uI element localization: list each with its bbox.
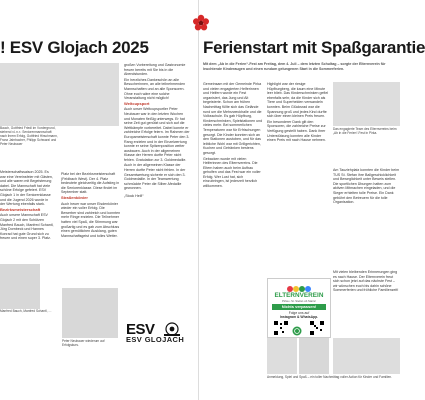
right-page-title: Ferienstart mit Spaßgarantie [203,38,425,57]
right-col3-text2 [333,270,400,334]
left-col2-body: Auch heuer war unser Eisdenkönier wieder ein voller Erfolg. Die Bewerber sind zahlreich und konnten mehr Ringe erzielen. Die Teilnehmer hatten viel Spaß, die Stimmung war großartig und es gab zum Abschluss einen gemütlichen Ausklang, guten Mannschaftsgeist und tolles Wetter. [61,201,121,238]
trophy-photo [0,264,40,309]
left-col1-body: Auch unsere Mannschaft ESV Glojach 2 mit den Schützen Manfred Bauch, Manfred Schantl, Jörg Dornbeck und Hannes Konrad hat gute Grund sich zu freuen und einen super 3. Platz. [0,213,54,241]
esv-glojach-logo [124,320,186,344]
elternverein-ad [267,278,331,338]
ad-brand: ELTERNVEREIN [274,292,324,299]
left-col3-body: Auch unser Weltcupsportler Peter Neubauer war in den letzten Wochen und Monaten fleißig unterwegs. Er hat seine Zeit gut genützt und sich auf die Wettkämpfe vorbereitet. Dabei konnte er zahlreiche Erfolge feiern. Im Rahmen der Europameisterschaft konnte Peter den 3. Rang erzielen und in der Einzelwertung konnte er seine Spitzenposition weiter ausbauen. Auch in der allgemeinen Klasse der Herren durfte Peter nicht fehlen. Gratulation zur 3. Goldmedaille. [124,107,190,162]
left-col2-subheading: Straßenkönier [61,194,88,200]
left-closing: „Stock Heil!“ [124,194,144,199]
whatsapp-icon [292,323,302,333]
logo-wordmark: ESV GLOJACH [126,335,185,344]
right-col3-body2: Mit vielen bleibenden Erinnerungen ging es nach Hause. Der Elternverein freut sich schon jetzt auf das nächste Fest – wir wünschen euch bis dahin schöne Sommerferien und fröhliche Familienzeit! [333,270,399,293]
qr-code-icon [274,321,288,335]
left-col1-caption: Manfred Bauch, Manfred Schantl, … [0,309,52,313]
left-col1-text [0,170,54,262]
ad-line2: Instagram & WhatsApp. [279,315,319,319]
left-page [0,0,198,400]
team-photo [0,63,119,126]
ad-line1: Folge uns auf [288,311,310,315]
elternverein-team-photo [333,82,400,126]
left-col2-text [61,172,121,300]
page-gutter [198,0,199,400]
elternverein-team-caption: Das engagierte Team des Elternvereins beim „Ab in die Ferien“-Fest in Pirka. [333,127,397,135]
left-col3-text [124,63,190,327]
left-col2-intro: Platz bei der Bezirksmeisterschaft (Feldbach West). Der 4. Platz bedeutete gleichzeitig die Aufstieg in die Seniorenklasse. Diese findet im September statt. [61,172,120,195]
left-col1-subheading: Bezirksmeisterschaft [0,206,41,212]
ad-logo-icon [286,281,312,291]
right-bottom-caption: Anmeldung, Spiel und Spaß – ein toller Nachmittag voller Action für Kinder und Familien. [267,375,393,379]
ad-tagline: Nichts verpassen! [272,304,326,310]
left-page-title: ! ESV Glojach 2025 [0,38,149,57]
right-col1-body: Gemeinsam mit der Gemeinde Pirka und vielen engagierten Helferinnen und Helfern wurde ein Fest organisiert, das Jung und Alt begeisterte. Schon am frühen Nachmittag füllte sich das Gelände rund um die Mehrzweckhalle und die Volksschule. Es gab Hüpfburg, Kinderschminken, Spielstationen und vieles mehr. Bei sommerlichen Temperaturen war für Erfrischungen gesorgt. Die Kinder konnten sich an den Stationen austoben, und für das leibliche Wohl war mit Grillgerichten, Kuchen und Getränken bestens gesorgt. [203,82,263,155]
kids-photo-left [267,338,297,374]
kids-photo-right [299,338,329,374]
right-col2-body: Highlight war der riesige Hüpfburgberg, die kaum eine Minute leer blieb. Das Kinderschminken gefiel ebenfalls sehr, da die Kinder sich als Tiere und Superhelden verwandeln konnten. Beim Glücksrad war die Spannung groß und jedes Kind durfte sich über einen kleinen Preis freuen. [267,82,329,119]
right-col1-body2: Gebacken wurde mit vielen Helferinnen des Elternvereins. Die Eltern haben auch beim Aufbau geholfen und das Fest war ein voller Erfolg. Wer Lust hat, sich einzubringen, ist jederzeit herzlich willkommen. [203,156,261,189]
peter-photo-caption: Peter Neubauer wiederum auf Erfolgskurs. [62,339,105,347]
right-col3-text [333,168,400,278]
right-page [203,0,425,400]
svg-text:ESV: ESV [126,321,155,338]
right-col3-body: Am Tauziehplatz konnten die Kinder beim TUS St. Stefan ihre Ballgeschicklichkeit und Beweglichkeit unter Beweis stellen. Die sportlichen Übungen hatten zum aktiven Mitmachen eingeladen, und die Sieger erhielten tolle Preise. Ein Dank gebührt den Betreuern für die tolle Organisation. [333,168,400,205]
peter-photo [62,288,118,338]
left-col3-subheading: Weltcupsport [124,100,150,106]
left-col3-bottom: Auch in der allgemeinen Klasse der Herren durfte Peter nicht fehlen. In der Gesamtwertung sicherte er sich den 3. Goldmedaille. In der Teamwertung schmückte Peter die Silber-Medaille gewonnen. [124,163,186,191]
right-col1-text [203,82,263,370]
left-col3-intro: großen Vorbereitung und Gastronomie freuen bereits mit Sie bis in die Abendstunden. [124,63,186,77]
left-col1-intro: Meisterschaftssaison 2025. Es war eine Vereinsfeier mit Gästen, und alle waren mit Begeisterung dabei. Die Mannschaft hat viele schöne Erfolge gefeiert. ESV Glojach 1 in der Seniorenklasse und die Jugend 2026 wurde in der Wertung ebenfalls stark. [0,170,53,207]
qr-code-icon-2 [310,321,324,335]
kids-hands-photo [333,338,400,374]
left-col3-p2: Ein herzliches Dankeschön an alle Besucherinnen, an alle teilnehmenden Mannschaften und an alle Sponsoren. Ohne euch wäre eine solche Veranstaltung nicht möglich! [124,77,186,101]
ad-brand-sub: Pirka • St. Stefan ob Stainz [282,299,316,303]
right-col2-body2: Ein besonderer Dank gilt den Sponsoren, die zahlreiche Preise zur Verfügung gestellt haben. Dank ihrer Unterstützung konnten alle Kinder einen Preis mit nach Hause nehmen. [267,119,326,143]
right-col2-text [267,82,329,246]
right-intro: Mit dem „Ab in die Ferien“-Fest am Freitag, dem 4. Juli – dem letzten Schultag – sorgte der Elternverein für leuchtende Kinderaugen und einen rundum gelungenen Start in die Sommerferien. [203,62,386,71]
team-photo-caption: Bauch, Gottfried Friedl im Vordergrund, stehend v.l.n.r.: Seniorenmannschaft nach ihrem Erfolg, Gottfried Hirschmann, Franz Jahrbacher, Philipp Schwarzl und Peter Neubauer [0,126,58,146]
